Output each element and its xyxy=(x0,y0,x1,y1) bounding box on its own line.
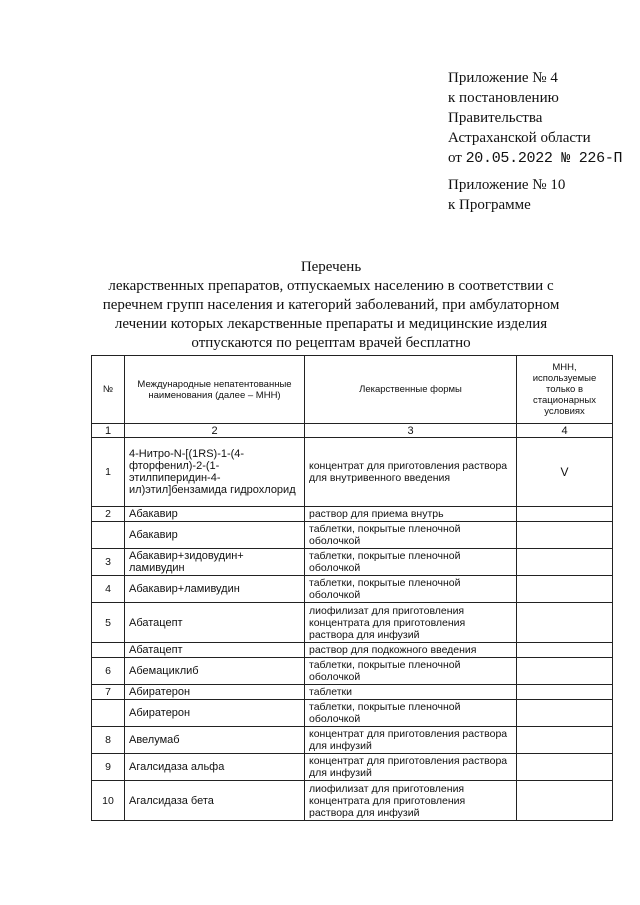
row-form: лиофилизат для приготовления концентрата для приготовления раствора для инфузий xyxy=(305,603,517,643)
row-num: 2 xyxy=(92,507,125,522)
title-heading: Перечень xyxy=(300,259,362,275)
table-row xyxy=(92,781,613,821)
row-form: таблетки, покрытые пленочной оболочкой xyxy=(305,549,517,576)
row-name: Абиратерон xyxy=(125,700,305,727)
table-row xyxy=(92,685,613,700)
table-row xyxy=(92,549,613,576)
index-cell: 2 xyxy=(125,424,305,438)
row-num: 7 xyxy=(92,685,125,700)
row-num: 3 xyxy=(92,549,125,576)
table-row xyxy=(92,700,613,727)
row-mark xyxy=(517,700,613,727)
appendix2-line: к Программе xyxy=(448,197,531,213)
appendix-date-prefix: от xyxy=(448,150,462,166)
row-name: Абатацепт xyxy=(125,603,305,643)
table-row xyxy=(92,576,613,603)
table-row xyxy=(92,603,613,643)
row-mark xyxy=(517,576,613,603)
title-body: лекарственных препаратов, отпускаемых населению в соответствии с перечнем групп населения и категорий заболеваний, при амбулаторном лечении которых лекарственные препараты и медицинские изделия отпускаются по рецептам врачей бесплатно xyxy=(102,278,560,351)
row-form: таблетки xyxy=(305,685,517,700)
table-row xyxy=(92,438,613,507)
row-mark xyxy=(517,522,613,549)
row-mark xyxy=(517,727,613,754)
table-header-row xyxy=(92,356,613,424)
row-name: Абемациклиб xyxy=(125,658,305,685)
row-mark xyxy=(517,603,613,643)
row-name: Абакавир xyxy=(125,507,305,522)
row-mark xyxy=(517,507,613,522)
row-form: концентрат для приготовления раствора для инфузий xyxy=(305,727,517,754)
row-mark: V xyxy=(517,438,613,507)
header-hospital: МНН, используемые только в стационарных условиях xyxy=(517,356,613,424)
row-form: таблетки, покрытые пленочной оболочкой xyxy=(305,576,517,603)
row-form: концентрат для приготовления раствора для инфузий xyxy=(305,754,517,781)
row-name: Абакавир xyxy=(125,522,305,549)
row-form: таблетки, покрытые пленочной оболочкой xyxy=(305,700,517,727)
row-num xyxy=(92,522,125,549)
appendix-line: к постановлению xyxy=(448,90,559,106)
drug-table xyxy=(91,355,613,821)
appendix-date: 20.05.2022 № 226-П xyxy=(465,150,623,167)
row-name: Авелумаб xyxy=(125,727,305,754)
row-form: лиофилизат для приготовления концентрата для приготовления раствора для инфузий xyxy=(305,781,517,821)
appendix-line: Правительства xyxy=(448,110,543,126)
index-cell: 1 xyxy=(92,424,125,438)
row-form: концентрат для приготовления раствора для внутривенного введения xyxy=(305,438,517,507)
appendix-line: Приложение № 4 xyxy=(448,70,558,86)
row-name: 4-Нитро-N-[(1RS)-1-(4-фторфенил)-2-(1-этилпиперидин-4-ил)этил]бензамида гидрохлорид xyxy=(125,438,305,507)
table-row xyxy=(92,522,613,549)
row-num xyxy=(92,700,125,727)
row-num xyxy=(92,643,125,658)
row-form: таблетки, покрытые пленочной оболочкой xyxy=(305,658,517,685)
header-mnn: Международные непатентованные наименования (далее – МНН) xyxy=(125,356,305,424)
index-cell: 3 xyxy=(305,424,517,438)
row-mark xyxy=(517,643,613,658)
row-name: Абиратерон xyxy=(125,685,305,700)
row-num: 5 xyxy=(92,603,125,643)
header-num: № xyxy=(92,356,125,424)
row-name: Агалсидаза альфа xyxy=(125,754,305,781)
row-mark xyxy=(517,754,613,781)
row-form: раствор для приема внутрь xyxy=(305,507,517,522)
row-name: Абакавир+ламивудин xyxy=(125,576,305,603)
table-index-row xyxy=(92,424,613,438)
appendix2-block xyxy=(448,175,565,215)
table-row xyxy=(92,658,613,685)
row-name: Абатацепт xyxy=(125,643,305,658)
row-name: Агалсидаза бета xyxy=(125,781,305,821)
row-num: 6 xyxy=(92,658,125,685)
appendix2-line: Приложение № 10 xyxy=(448,177,566,193)
table-row xyxy=(92,507,613,522)
row-num: 4 xyxy=(92,576,125,603)
row-form: таблетки, покрытые пленочной оболочкой xyxy=(305,522,517,549)
row-mark xyxy=(517,781,613,821)
appendix-block xyxy=(448,68,622,169)
index-cell: 4 xyxy=(517,424,613,438)
header-forms: Лекарственные формы xyxy=(305,356,517,424)
row-mark xyxy=(517,658,613,685)
row-num: 9 xyxy=(92,754,125,781)
appendix-date-line xyxy=(448,148,622,169)
row-name: Абакавир+зидовудин+ ламивудин xyxy=(125,549,305,576)
row-mark xyxy=(517,685,613,700)
row-num: 8 xyxy=(92,727,125,754)
table-row xyxy=(92,727,613,754)
row-num: 1 xyxy=(92,438,125,507)
table-row xyxy=(92,643,613,658)
row-num: 10 xyxy=(92,781,125,821)
appendix-line: Астраханской области xyxy=(448,130,591,146)
row-mark xyxy=(517,549,613,576)
row-form: раствор для подкожного введения xyxy=(305,643,517,658)
document-title xyxy=(90,258,572,353)
table-row xyxy=(92,754,613,781)
